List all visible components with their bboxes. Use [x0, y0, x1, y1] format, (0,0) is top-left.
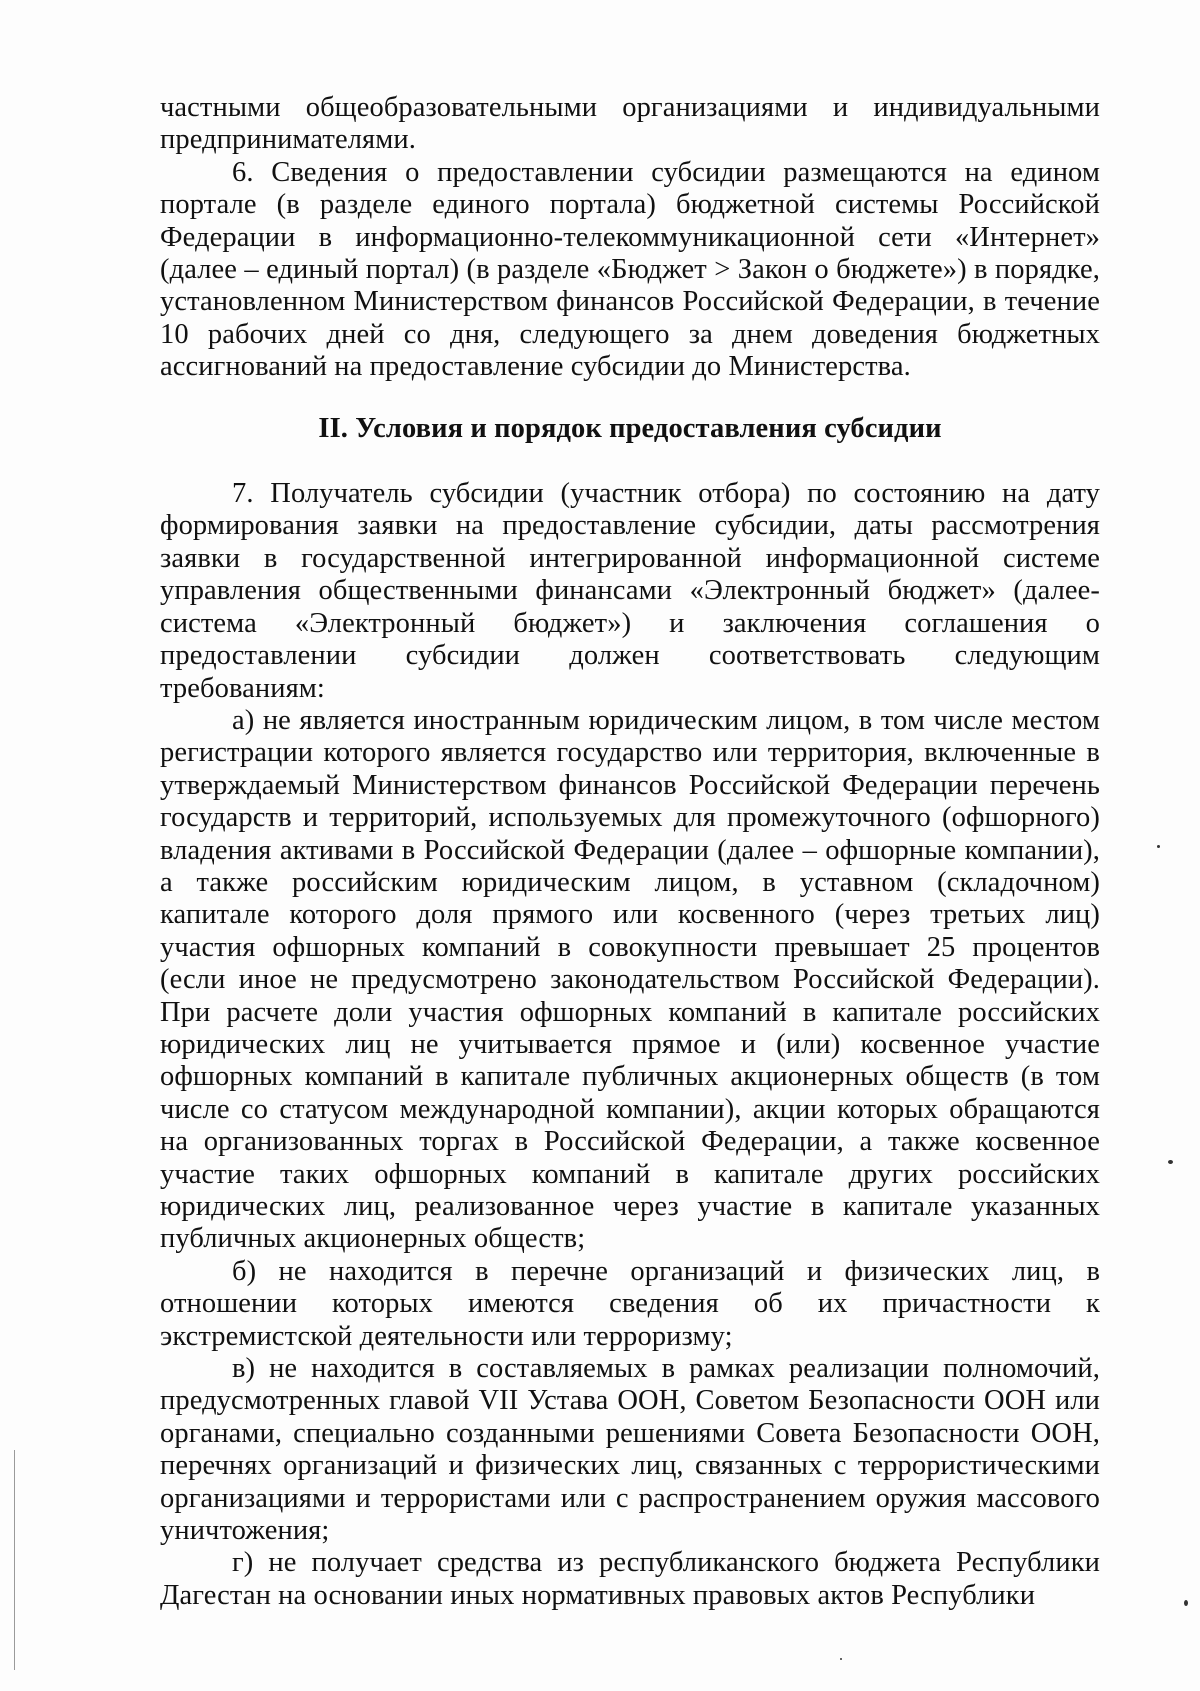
scan-margin-line	[14, 1450, 15, 1670]
paragraph-subitem-a: а) не является иностранным юридическим лицом, в том числе местом регистрации которого является государство или территория, включенные в утверждаемый Министерством финансов Российской Федерации перечень государств и территорий, используемых для промежуточного (офшорного) владения активами в Российской Федерации (далее – офшорные компании), а также российским юридическим лицом, в уставном (складочном) капитале которого доля прямого или косвенного (через третьих лиц) участия офшорных компаний в совокупности превышает 25 процентов (если иное не предусмотрено законодательством Российской Федерации). При расчете доли участия офшорных компаний в капитале российских юридических лиц не учитывается прямое и (или) косвенное участие офшорных компаний в капитале публичных акционерных обществ (в том числе со статусом международной компании), акции которых обращаются на организованных торгах в Российской Федерации, а также косвенное участие таких офшорных компаний в капитале других российских юридических лиц, реализованное через участие в капитале указанных публичных акционерных обществ;	[160, 704, 1100, 1255]
scan-speck	[1168, 1160, 1173, 1164]
paragraph-subitem-g: г) не получает средства из республиканского бюджета Республики Дагестан на основании иных нормативных правовых актов Республики	[160, 1547, 1100, 1611]
scan-speck	[1184, 1600, 1188, 1606]
document-body	[160, 92, 1100, 1612]
paragraph-subitem-b: б) не находится в перечне организаций и физических лиц, в отношении которых имеются сведения об их причастности к экстремистской деятельности или терроризму;	[160, 1255, 1100, 1352]
paragraph-item-7: 7. Получатель субсидии (участник отбора) по состоянию на дату формирования заявки на предоставление субсидии, даты рассмотрения заявки в государственной интегрированной информационной системе управления общественными финансами «Электронный бюджет» (далее-система «Электронный бюджет») и заключения соглашения о предоставлении субсидии должен соответствовать следующим требованиям:	[160, 478, 1100, 704]
paragraph-subitem-v: в) не находится в составляемых в рамках реализации полномочий, предусмотренных главой VII Устава ООН, Советом Безопасности ООН или органами, специально созданными решениями Совета Безопасности ООН, перечнях организаций и физических лиц, связанных с террористическими организациями и террористами или с распространением оружия массового уничтожения;	[160, 1353, 1100, 1547]
scan-speck	[840, 1658, 842, 1660]
paragraph-continuation: частными общеобразовательными организациями и индивидуальными предпринимателями.	[160, 92, 1100, 156]
section-heading: II. Условия и порядок предоставления субсидии	[318, 412, 942, 444]
scan-speck	[1157, 845, 1160, 848]
paragraph-item-6: 6. Сведения о предоставлении субсидии размещаются на едином портале (в разделе единого портала) бюджетной системы Российской Федерации в информационно-телекоммуникационной сети «Интернет» (далее – единый портал) (в разделе «Бюджет > Закон о бюджете») в порядке, установленном Министерством финансов Российской Федерации, в течение 10 рабочих дней со дня, следующего за днем доведения бюджетных ассигнований на предоставление субсидии до Министерства.	[160, 156, 1100, 383]
